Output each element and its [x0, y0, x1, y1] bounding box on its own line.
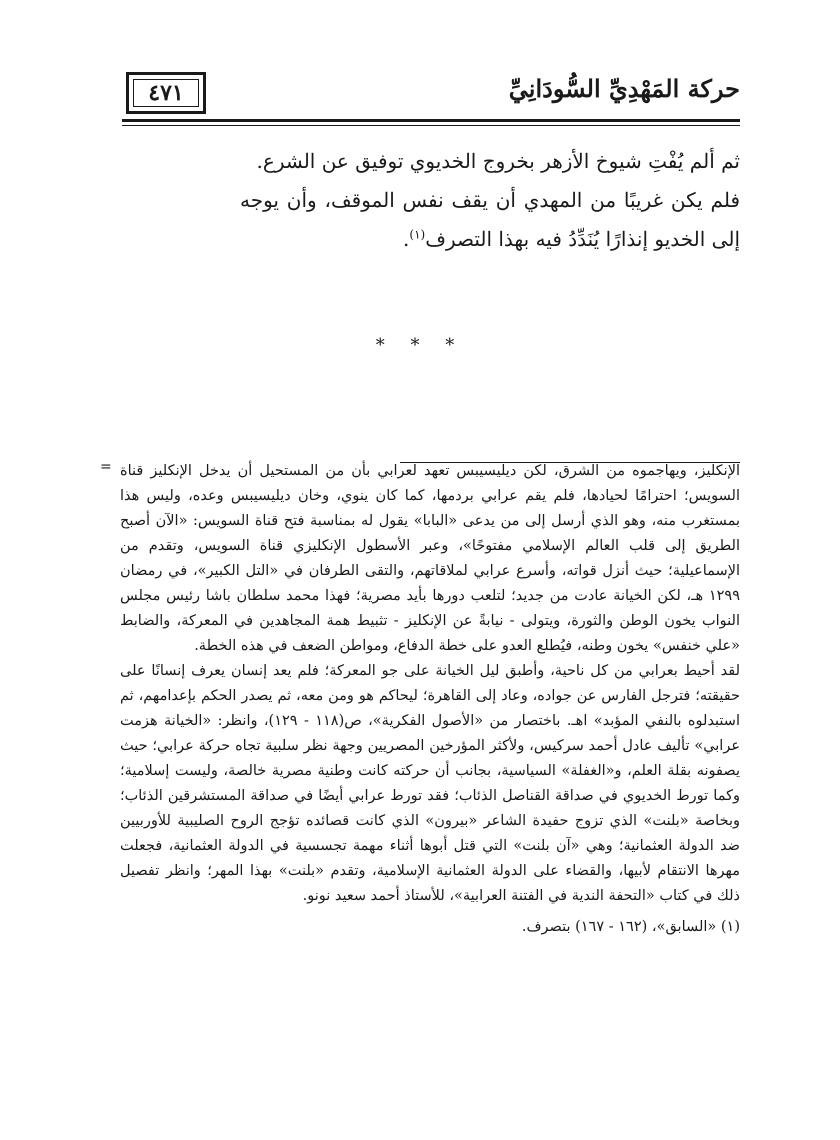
- page-number: ٤٧١: [148, 80, 184, 106]
- footnotes: [120, 459, 740, 940]
- running-header-title: حركة المَهْدِيِّ السُّودَانِيِّ: [508, 74, 740, 103]
- page-number-box: [126, 72, 206, 114]
- header-rule-thick: [122, 119, 740, 122]
- main-text: [240, 142, 740, 259]
- footnote-continued-paragraph-2: لقد أحيط بعرابي من كل ناحية، وأطبق ليل الخيانة على جو المعركة؛ فلم يعد إنسان يعرف إنسانًا على حقيقته؛ فترجل الفارس عن جواده، وعاد إلى القاهرة؛ ليحاكم هو ومن معه، ثم يصدر الحكم بإعدامهم، ثم استبدلوه بالنفي المؤبد» اهـ. باختصار من «الأصول الفكرية»، ص(١١٨ - ١٢٩)، وانظر: «الخيانة هزمت عرابي» تأليف عادل أحمد سركيس، ولأكثر المؤرخين المصريين وجهة نظر سلبية تجاه حركة عرابي؛ حيث يصفونه بقلة العلم، و«الغفلة» السياسية، بجانب أن حركته كانت وطنية مصرية خالصة، وليست إسلامية؛ وكما تورط الخديوي في صداقة القناصل الذئاب؛ فقد تورط عرابي أيضًا في صداقة المستشرقين الذئاب؛ وبخاصة «بلنت» الذي تزوج حفيدة الشاعر «بيرون» الذي كانت قصائده تؤجج الروح الصليبية للأوربيين ضد الدولة العثمانية؛ وهي «آن بلنت» التي قتل أبوها أثناء مهمة تجسسية في الدولة العثمانية، فجعلت مهرها الانتقام لأبيها، والقضاء على الدولة العثمانية الإسلامية، وتقدم «بلنت» بهذا المهر؛ وانظر تفصيل ذلك في كتاب «التحفة الندية في الفتنة العرابية»، للأستاذ أحمد سعيد نونو.: [120, 663, 740, 904]
- footnote-continuation-mark: =: [100, 459, 112, 475]
- footnote-reference[interactable]: (١): [409, 227, 426, 242]
- body-paragraph-2-text: فلم يكن غريبًا من المهدي أن يقف نفس الموقف، وأن يوجه إلى الخديو إنذارًا يُنَدِّدُ فيه بهذا التصرف: [240, 188, 740, 251]
- section-separator: * * *: [375, 335, 465, 356]
- footnote-continued-paragraph-1: الإنكليز، ويهاجموه من الشرق، لكن ديليسيبس تعهد لعرابي بأن من المستحيل أن يدخل الإنكليز قناة السويس؛ احترامًا لحيادها، فلم يقم عرابي بردمها، كما كان ينوي، وخان ديليسيبس وعده، وليس هذا بمستغرب منه، وهو الذي أرسل إلى من يدعى «البابا» يقول له بمناسبة فتح قناة السويس: «الآن أصبح الطريق إلى قلب العالم الإسلامي مفتوحًا»، وعبر الأسطول الإنكليزي قناة السويس، وتقدم من الإسماعيلية؛ حيث أنزل قواته، وأسرع عرابي لملاقاتهم، والتقى الطرفان في «التل الكبير»، في رمضان ١٢٩٩ هـ، لكن الخيانة عادت من جديد؛ لتلعب دورها بأيد مصرية؛ فهذا محمد سلطان باشا رئيس مجلس النواب يخون الوطن والثورة، ويتولى - نيابةً عن الإنكليز - تثبيط همة المجاهدين في المعركة، والضابط «علي خنفس» يخون وطنه، فيُطلع العدو على خطة الدفاع، ومواطن الضعف في هذه الخطة.: [120, 463, 740, 654]
- body-paragraph-1: ثم ألم يُفْتِ شيوخ الأزهر بخروج الخديوي توفيق عن الشرع.: [256, 149, 740, 173]
- footnote-1: (١) «السابق»، (١٦٢ - ١٦٧) بتصرف.: [521, 919, 740, 935]
- header-rule-thin: [122, 125, 740, 126]
- body-paragraph-2: فلم يكن غريبًا من المهدي أن يقف نفس الموقف، وأن يوجه إلى الخديو إنذارًا يُنَدِّدُ فيه بهذا التصرف$^{(١)}$.: [240, 188, 740, 251]
